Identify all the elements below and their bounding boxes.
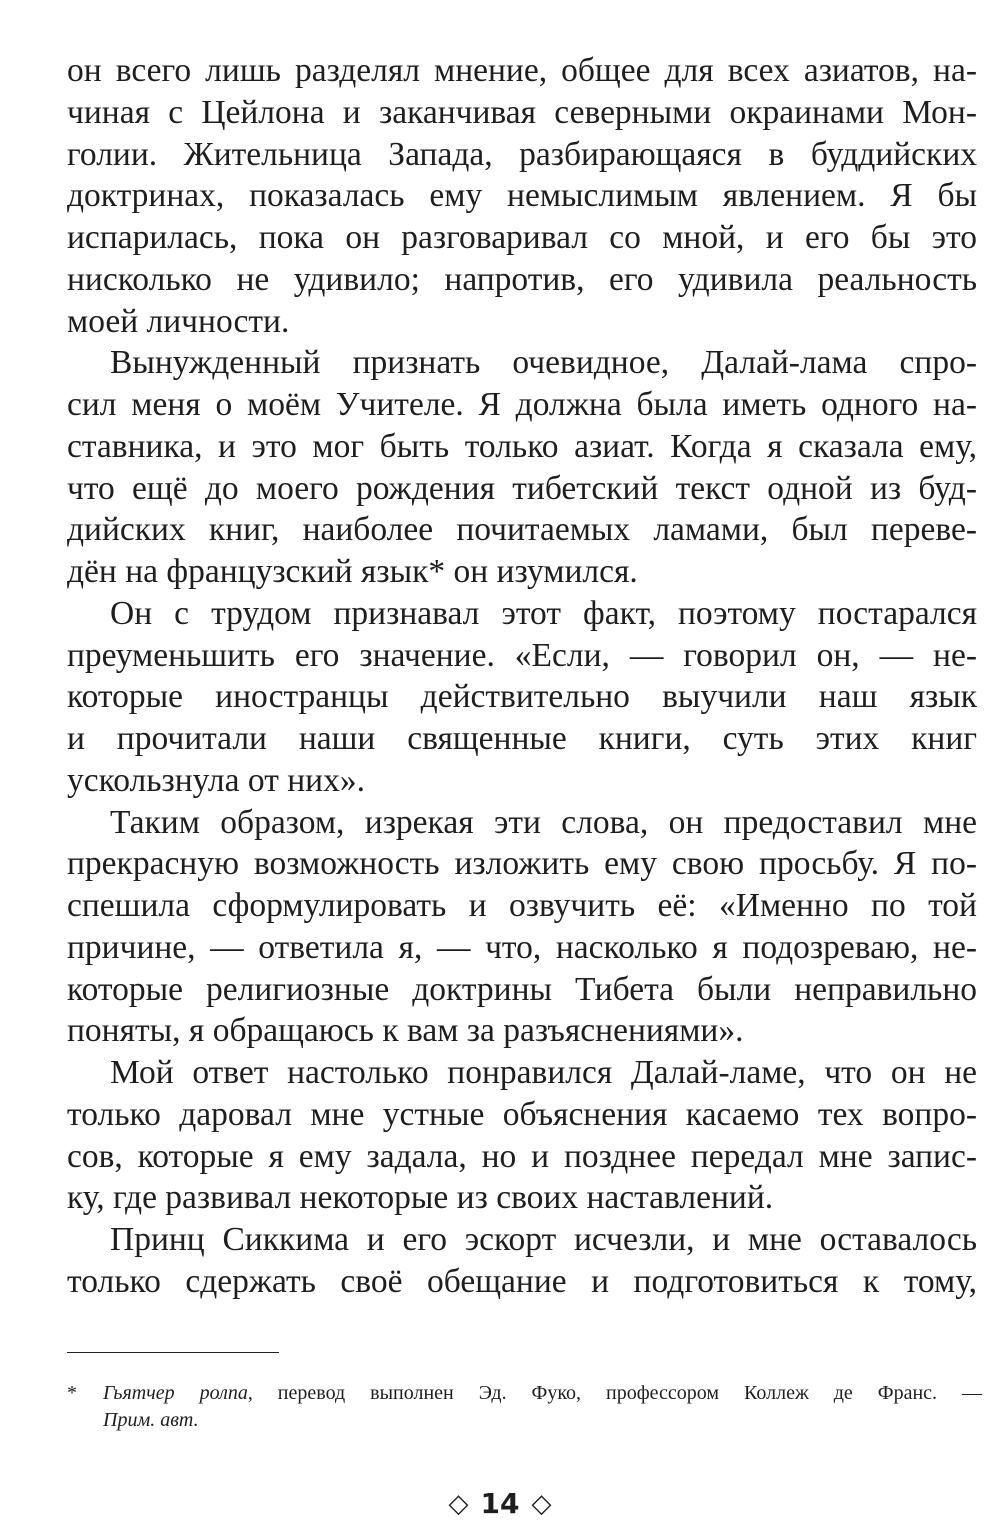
text-line: Таким образом, изрекая эти слова, он предоставил мне (110, 803, 977, 841)
text-line: Вынужденный признать очевидное, Далай-лама спро- (110, 344, 977, 382)
text-line: прекрасную возможность изложить ему свою просьбу. Я по- (67, 845, 977, 883)
footnote-divider (67, 1352, 279, 1353)
diamond-ornament-icon: ◇ (531, 1489, 552, 1519)
footnote-author-note: Прим. авт. (103, 1409, 199, 1431)
text-line: ставника, и это мог быть только азиат. Когда я сказала ему, (67, 427, 977, 465)
footnote-text: , перевод выполнен Эд. Фуко, профессором Коллеж де Франс. — (247, 1382, 982, 1404)
page-number-value: 14 (480, 1487, 520, 1520)
text-line: испарилась, пока он разговаривал со мной, и его бы это (67, 219, 977, 256)
text-line: нисколько не удивило; напротив, его удивила реальность (67, 260, 977, 298)
text-line: только сдержать своё обещание и подготовиться к тому, (67, 1262, 977, 1300)
text-line: сил меня о моём Учителе. Я должна была иметь одного на- (67, 386, 977, 423)
diamond-ornament-icon: ◇ (448, 1489, 469, 1519)
text-line: Он с трудом признавал этот факт, поэтому постарался (110, 594, 977, 632)
text-line: и прочитали наши священные книги, суть этих книг (67, 720, 977, 757)
footnote (67, 1380, 982, 1434)
text-line: преуменьшить его значение. «Если, — говорил он, — не- (67, 636, 977, 674)
text-line: которые иностранцы действительно выучили наш язык (67, 678, 977, 716)
footnote-line (67, 1407, 982, 1434)
text-line: он всего лишь разделял мнение, общее для всех азиатов, на- (67, 52, 977, 89)
footnote-book-title: Гьятчер ролпа (103, 1382, 248, 1404)
page-number (0, 1488, 1000, 1520)
footnote-mark: * (67, 1382, 77, 1404)
text-line: сов, которые я ему задала, но и позднее передал мне запис- (67, 1137, 977, 1175)
text-line: ускользнула от них». (67, 761, 365, 799)
text-line: доктринах, показалась ему немыслимым явлением. Я бы (67, 177, 977, 215)
footnote-line (67, 1380, 982, 1407)
text-line: моей личности. (67, 302, 290, 340)
text-line: Принц Сиккима и его эскорт исчезли, и мне оставалось (110, 1221, 977, 1258)
text-line: только даровал мне устные объяснения касаемо тех вопро- (67, 1095, 977, 1133)
text-line: дён на французский язык* он изумился. (67, 553, 638, 590)
text-line: спешила сформулировать и озвучить её: «Именно по той (67, 887, 977, 924)
body-text (67, 50, 977, 1303)
text-line: голии. Жительница Запада, разбирающаяся в буддийских (67, 135, 977, 173)
text-line: поняты, я обращаюсь к вам за разъяснениями». (67, 1012, 744, 1050)
text-line: причине, — ответила я, — что, насколько я подозреваю, не- (67, 928, 977, 966)
text-line: дийских книг, наиболее почитаемых ламами, был переве- (67, 511, 977, 549)
text-line: что ещё до моего рождения тибетский текст одной из буд- (67, 469, 977, 507)
text-line: которые религиозные доктрины Тибета были неправильно (67, 970, 977, 1008)
text-line: чиная с Цейлона и заканчивая северными окраинами Мон- (67, 93, 977, 131)
text-line: ку, где развивал некоторые из своих наставлений. (67, 1179, 774, 1217)
text-line: Мой ответ настолько понравился Далай-ламе, что он не (110, 1054, 977, 1091)
